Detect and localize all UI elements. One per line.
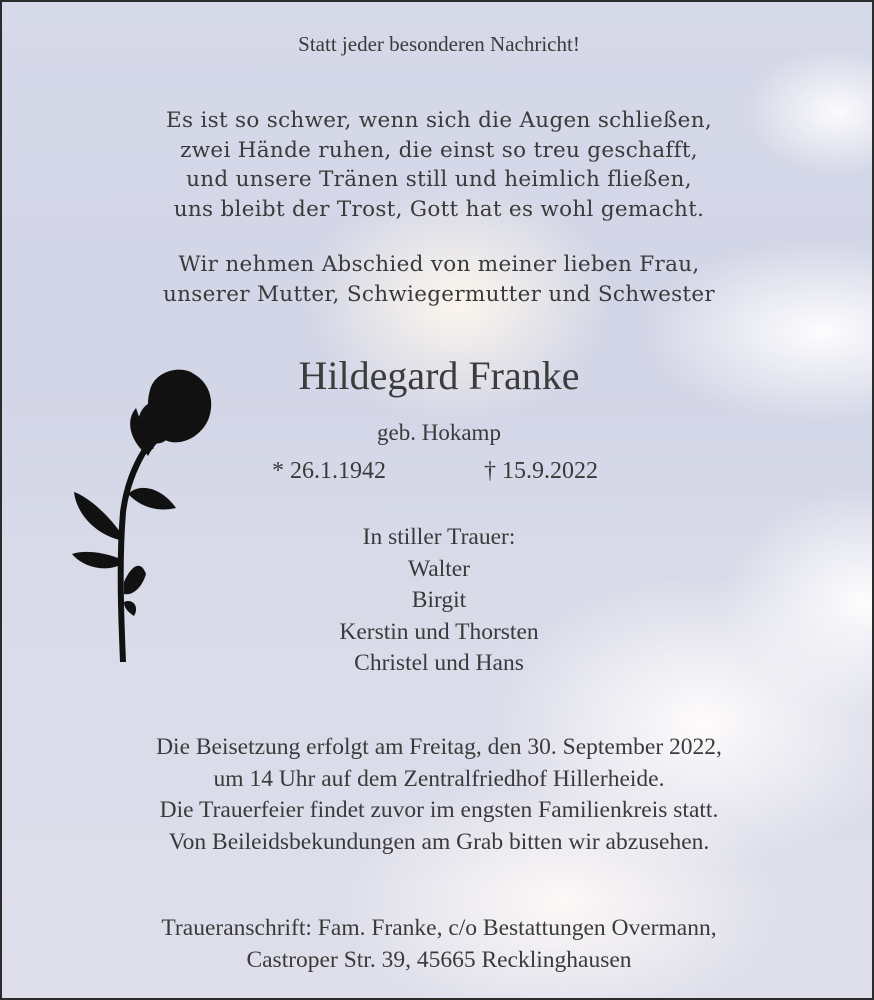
poem-line: uns bleibt der Trost, Gott hat es wohl gemacht. xyxy=(173,196,705,222)
mourning-address xyxy=(2,912,874,976)
farewell-line: Wir nehmen Abschied von meiner lieben Frau, xyxy=(178,252,700,277)
poem-line: Es ist so schwer, wenn sich die Augen schließen, xyxy=(166,108,712,133)
funeral-line: Die Trauerfeier findet zuvor im engsten Familienkreis statt. xyxy=(159,797,719,823)
maiden-name: geb. Hokamp xyxy=(377,420,501,445)
mourners xyxy=(2,522,874,680)
funeral-info xyxy=(2,732,874,858)
address-line: Traueranschrift: Fam. Franke, c/o Bestattungen Overmann, xyxy=(161,915,717,941)
mourners-heading: In stiller Trauer: xyxy=(362,524,516,550)
poem-line: und unsere Tränen still und heimlich fließen, xyxy=(186,167,692,192)
poem-line: zwei Hände ruhen, die einst so treu geschafft, xyxy=(180,137,698,163)
mourner: Walter xyxy=(407,555,471,582)
death-date: † 15.9.2022 xyxy=(484,458,598,484)
mourner: Christel und Hans xyxy=(354,650,524,676)
funeral-line: um 14 Uhr auf dem Zentralfriedhof Hillerheide. xyxy=(213,765,665,792)
poem xyxy=(2,106,874,224)
farewell-text xyxy=(2,250,874,309)
deceased-name: Hildegard Franke xyxy=(298,353,580,398)
headline: Statt jeder besonderen Nachricht! xyxy=(298,32,580,56)
address-line: Castroper Str. 39, 45665 Recklinghausen xyxy=(246,947,632,973)
mourner: Birgit xyxy=(411,587,467,613)
birth-date: * 26.1.1942 xyxy=(272,458,386,484)
funeral-line: Die Beisetzung erfolgt am Freitag, den 30. September 2022, xyxy=(156,734,722,760)
funeral-line: Von Beileidsbekundungen am Grab bitten wir abzusehen. xyxy=(168,828,710,855)
farewell-line: unserer Mutter, Schwiegermutter und Schwester xyxy=(163,281,715,307)
mourner: Kerstin und Thorsten xyxy=(339,618,539,645)
life-dates xyxy=(2,458,874,492)
